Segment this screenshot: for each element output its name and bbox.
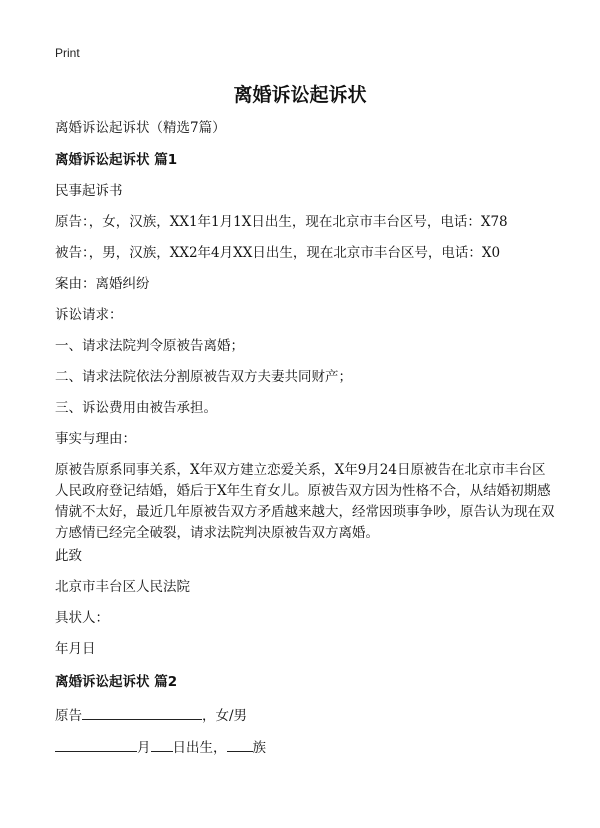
document-subtitle: 离婚诉讼起诉状（精选7篇） <box>55 120 226 136</box>
court-name: 北京市丰台区人民法院 <box>55 579 190 595</box>
birth-day-blank[interactable] <box>151 736 173 752</box>
plaintiff-name-blank[interactable] <box>82 704 202 720</box>
birth-day-label: 日出生， <box>172 740 227 756</box>
claims-label: 诉讼请求： <box>55 307 123 323</box>
claim-3: 三、诉讼费用由被告承担。 <box>55 400 217 416</box>
facts-label: 事实与理由： <box>55 431 136 447</box>
defendant-info: 被告：，男，汉族，XX2年4月XX日出生，现在北京市丰台区号，电话：X0 <box>55 245 501 261</box>
plaintiff-form-line <box>55 704 247 726</box>
closing-text: 此致 <box>55 548 82 564</box>
ethnicity-blank[interactable] <box>227 736 253 752</box>
case-cause: 案由：离婚纠纷 <box>55 276 150 292</box>
print-link[interactable]: Print <box>55 46 80 60</box>
facts-paragraph: 原被告原系同事关系，X年双方建立恋爱关系，X年9月24日原被告在北京市丰台区人民政府登记结婚，婚后于X年生育女儿。原被告双方因为性格不合，从结婚初期感情就不太好，最近几年原被告双方矛盾越来越大，经常因琐事争吵，原告认为现在双方感情已经完全破裂，请求法院判决原被告双方离婚。 <box>55 462 555 541</box>
birth-month-label: 月 <box>137 740 151 756</box>
doc-type: 民事起诉书 <box>55 183 123 199</box>
plaintiff-info: 原告：，女，汉族，XX1年1月1X日出生，现在北京市丰台区号，电话：X78 <box>55 214 508 230</box>
section-2-heading: 离婚诉讼起诉状 篇2 <box>55 674 178 690</box>
plaintiff-prefix: 原告 <box>55 708 82 724</box>
claim-1: 一、请求法院判令原被告离婚； <box>55 338 244 354</box>
ethnicity-label: 族 <box>252 740 266 756</box>
plaintiff-suffix: ，女/男 <box>202 708 248 724</box>
birth-form-line <box>55 736 266 758</box>
birth-year-blank[interactable] <box>55 736 137 752</box>
section-1-heading: 离婚诉讼起诉状 篇1 <box>55 152 178 168</box>
date-label: 年月日 <box>55 641 96 657</box>
document-title: 离婚诉讼起诉状 <box>233 84 367 106</box>
signer-label: 具状人： <box>55 610 109 626</box>
claim-2: 二、请求法院依法分割原被告双方夫妻共同财产； <box>55 369 352 385</box>
